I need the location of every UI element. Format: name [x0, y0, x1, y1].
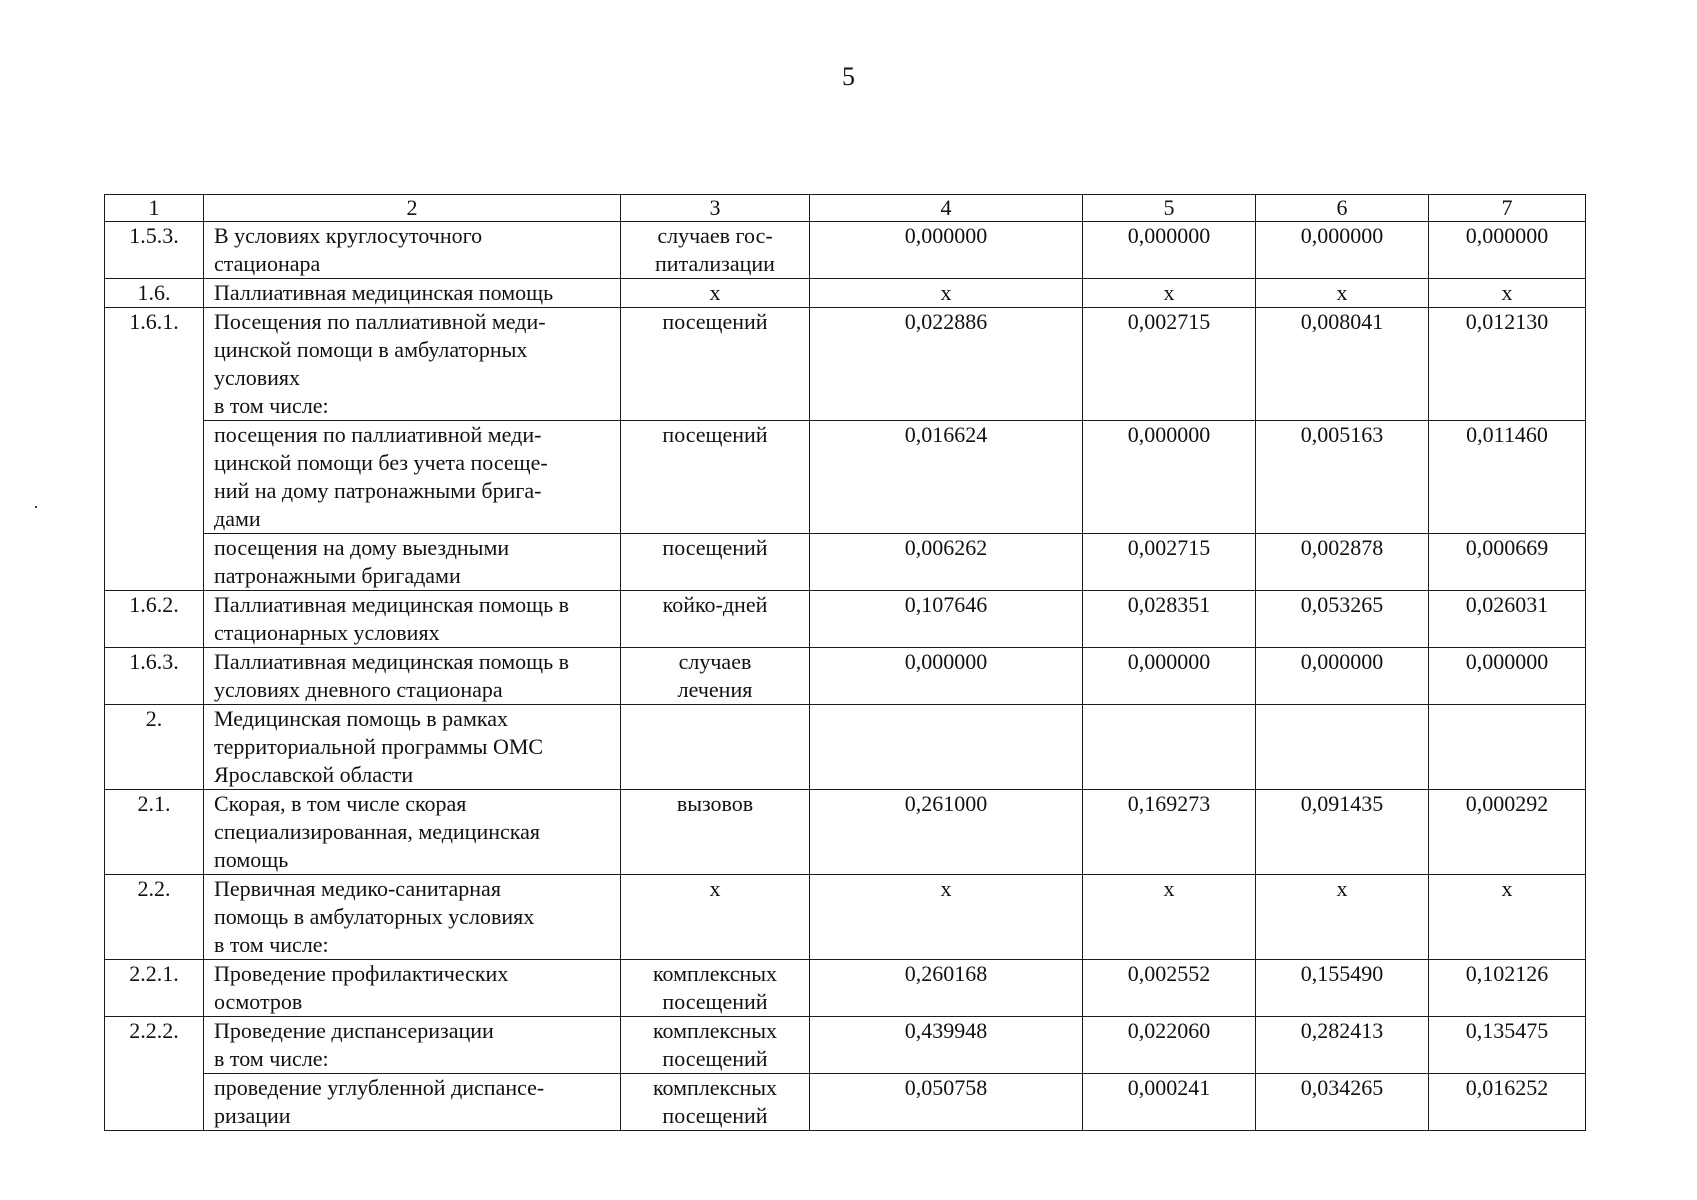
table-row — [105, 591, 1586, 648]
row-number-cell: 2.2.1. — [105, 960, 204, 1017]
indicator-name-line: ний на дому патронажными брига- — [214, 478, 542, 503]
unit-line: посещений — [662, 1103, 768, 1128]
row-number-cell: 1.6.3. — [105, 648, 204, 705]
unit-cell — [621, 790, 810, 875]
indicator-name-line: патронажными бригадами — [214, 563, 461, 588]
value-cell-col-6 — [1256, 705, 1429, 790]
value-cell-col-4: 0,000000 — [810, 648, 1083, 705]
unit-line: х — [709, 876, 721, 901]
indicator-name-line: цинской помощи без учета посеще- — [214, 450, 548, 475]
unit-line: комплексных — [652, 1018, 778, 1043]
unit-line: вызовов — [676, 791, 754, 816]
indicator-name-cell — [204, 421, 621, 534]
row-number-cell: 1.6.2. — [105, 591, 204, 648]
indicator-name-cell — [204, 308, 621, 421]
row-number-cell: 2.1. — [105, 790, 204, 875]
indicator-name-line: Скорая, в том числе скорая — [214, 791, 467, 816]
value-cell-col-7: 0,026031 — [1429, 591, 1586, 648]
table-body — [105, 195, 1586, 1131]
column-number-5: 5 — [1083, 195, 1256, 222]
indicator-name-cell — [204, 960, 621, 1017]
table-row — [105, 875, 1586, 960]
unit-cell — [621, 421, 810, 534]
indicator-name-cell — [204, 222, 621, 279]
value-cell-col-7: 0,016252 — [1429, 1074, 1586, 1131]
table-row — [105, 790, 1586, 875]
unit-line: посещений — [662, 989, 768, 1014]
indicator-name-line: Первичная медико-санитарная — [214, 876, 501, 901]
value-cell-col-4: х — [810, 279, 1083, 308]
value-cell-col-6: 0,282413 — [1256, 1017, 1429, 1074]
value-cell-col-5: 0,000000 — [1083, 648, 1256, 705]
indicator-name-line: Проведение диспансеризации — [214, 1018, 494, 1043]
value-cell-col-7: 0,012130 — [1429, 308, 1586, 421]
value-cell-col-6: 0,005163 — [1256, 421, 1429, 534]
row-number-cell: 2. — [105, 705, 204, 790]
value-cell-col-6: 0,008041 — [1256, 308, 1429, 421]
value-cell-col-7: 0,000000 — [1429, 648, 1586, 705]
unit-cell — [621, 222, 810, 279]
value-cell-col-5: 0,002715 — [1083, 308, 1256, 421]
table-row — [105, 705, 1586, 790]
table-row — [105, 222, 1586, 279]
value-cell-col-7: 0,102126 — [1429, 960, 1586, 1017]
value-cell-col-5: х — [1083, 279, 1256, 308]
value-cell-col-6: 0,002878 — [1256, 534, 1429, 591]
indicator-name-line: в том числе: — [214, 393, 329, 418]
indicator-table — [104, 194, 1586, 1131]
indicator-name-line: Ярославской области — [214, 762, 414, 787]
indicator-name-cell — [204, 648, 621, 705]
value-cell-col-7: 0,000000 — [1429, 222, 1586, 279]
indicator-name-line: специализированная, медицинская — [214, 819, 541, 844]
unit-line: случаев гос- — [657, 223, 773, 248]
indicator-name-cell — [204, 1074, 621, 1131]
value-cell-col-4: 0,016624 — [810, 421, 1083, 534]
indicator-name-line: осмотров — [214, 989, 303, 1014]
unit-cell — [621, 1074, 810, 1131]
value-cell-col-7: 0,011460 — [1429, 421, 1586, 534]
unit-line: посещений — [662, 535, 768, 560]
unit-line: посещений — [662, 1046, 768, 1071]
indicator-name-cell — [204, 705, 621, 790]
value-cell-col-6: х — [1256, 875, 1429, 960]
table-row — [105, 1017, 1586, 1074]
value-cell-col-7: 0,135475 — [1429, 1017, 1586, 1074]
value-cell-col-4: х — [810, 875, 1083, 960]
value-cell-col-4: 0,022886 — [810, 308, 1083, 421]
indicator-name-cell — [204, 875, 621, 960]
value-cell-col-7: х — [1429, 279, 1586, 308]
value-cell-col-6: 0,000000 — [1256, 648, 1429, 705]
page-number: 5 — [842, 62, 855, 91]
indicator-name-line: ризации — [214, 1103, 291, 1128]
unit-cell — [621, 279, 810, 308]
value-cell-col-6: 0,091435 — [1256, 790, 1429, 875]
unit-cell — [621, 308, 810, 421]
value-cell-col-4: 0,439948 — [810, 1017, 1083, 1074]
table-row — [105, 648, 1586, 705]
table-row — [105, 534, 1586, 591]
row-number-cell: 1.5.3. — [105, 222, 204, 279]
indicator-name-cell — [204, 790, 621, 875]
unit-line: х — [709, 280, 721, 305]
indicator-name-line: дами — [214, 506, 261, 531]
value-cell-col-4: 0,261000 — [810, 790, 1083, 875]
indicator-name-line: Паллиативная медицинская помощь — [214, 280, 554, 305]
value-cell-col-4: 0,050758 — [810, 1074, 1083, 1131]
value-cell-col-5: 0,028351 — [1083, 591, 1256, 648]
indicator-name-line: Паллиативная медицинская помощь в — [214, 592, 570, 617]
row-number-cell: 2.2. — [105, 875, 204, 960]
value-cell-col-5: 0,022060 — [1083, 1017, 1256, 1074]
value-cell-col-6: 0,053265 — [1256, 591, 1429, 648]
value-cell-col-5: 0,000241 — [1083, 1074, 1256, 1131]
column-number-7: 7 — [1429, 195, 1586, 222]
indicator-name-line: условиях — [214, 365, 301, 390]
value-cell-col-5: 0,000000 — [1083, 222, 1256, 279]
value-cell-col-7: 0,000669 — [1429, 534, 1586, 591]
indicator-name-line: Медицинская помощь в рамках — [214, 706, 508, 731]
column-number-row — [105, 195, 1586, 222]
indicator-name-line: условиях дневного стационара — [214, 677, 503, 702]
unit-line: питализации — [655, 251, 775, 276]
indicator-name-line: посещения на дому выездными — [214, 535, 510, 560]
table-row — [105, 421, 1586, 534]
unit-line: комплексных — [652, 1075, 778, 1100]
unit-line: посещений — [662, 422, 768, 447]
value-cell-col-5: 0,002715 — [1083, 534, 1256, 591]
indicator-name-line: посещения по паллиативной меди- — [214, 422, 542, 447]
indicator-name-line: помощь — [214, 847, 289, 872]
value-cell-col-5: 0,000000 — [1083, 421, 1256, 534]
indicator-name-line: стационара — [214, 251, 321, 276]
indicator-name-line: территориальной программы ОМС — [214, 734, 544, 759]
table-row — [105, 960, 1586, 1017]
indicator-name-line: в том числе: — [214, 932, 329, 957]
column-number-3: 3 — [621, 195, 810, 222]
row-number-cell: 2.2.2. — [105, 1017, 204, 1131]
value-cell-col-4 — [810, 705, 1083, 790]
indicator-name-line: стационарных условиях — [214, 620, 440, 645]
table-row — [105, 279, 1586, 308]
row-number-cell: 1.6.1. — [105, 308, 204, 591]
column-number-6: 6 — [1256, 195, 1429, 222]
indicator-name-line: Проведение профилактических — [214, 961, 509, 986]
column-number-4: 4 — [810, 195, 1083, 222]
unit-cell — [621, 960, 810, 1017]
unit-cell — [621, 875, 810, 960]
value-cell-col-4: 0,006262 — [810, 534, 1083, 591]
unit-line: случаев — [678, 649, 752, 674]
value-cell-col-5: 0,002552 — [1083, 960, 1256, 1017]
scan-artifact-dot — [35, 506, 37, 508]
indicator-name-cell — [204, 279, 621, 308]
indicator-name-line: Посещения по паллиативной меди- — [214, 309, 546, 334]
indicator-name-cell — [204, 1017, 621, 1074]
indicator-name-cell — [204, 534, 621, 591]
value-cell-col-7 — [1429, 705, 1586, 790]
value-cell-col-5: 0,169273 — [1083, 790, 1256, 875]
indicator-name-cell — [204, 591, 621, 648]
table-row — [105, 1074, 1586, 1131]
indicator-name-line: Паллиативная медицинская помощь в — [214, 649, 570, 674]
unit-line: лечения — [677, 677, 753, 702]
value-cell-col-7: 0,000292 — [1429, 790, 1586, 875]
unit-cell — [621, 591, 810, 648]
indicator-name-line: цинской помощи в амбулаторных — [214, 337, 528, 362]
table-row — [105, 308, 1586, 421]
value-cell-col-4: 0,000000 — [810, 222, 1083, 279]
value-cell-col-6: х — [1256, 279, 1429, 308]
unit-cell — [621, 1017, 810, 1074]
value-cell-col-5: х — [1083, 875, 1256, 960]
indicator-name-line: В условиях круглосуточного — [214, 223, 483, 248]
unit-line: посещений — [662, 309, 768, 334]
indicator-name-line: в том числе: — [214, 1046, 329, 1071]
column-number-1: 1 — [105, 195, 204, 222]
unit-cell — [621, 705, 810, 790]
value-cell-col-4: 0,107646 — [810, 591, 1083, 648]
unit-line: койко-дней — [662, 592, 768, 617]
unit-line: комплексных — [652, 961, 778, 986]
value-cell-col-5 — [1083, 705, 1256, 790]
value-cell-col-7: х — [1429, 875, 1586, 960]
unit-cell — [621, 648, 810, 705]
unit-cell — [621, 534, 810, 591]
value-cell-col-4: 0,260168 — [810, 960, 1083, 1017]
value-cell-col-6: 0,034265 — [1256, 1074, 1429, 1131]
value-cell-col-6: 0,000000 — [1256, 222, 1429, 279]
indicator-name-line: проведение углубленной диспансе- — [214, 1075, 545, 1100]
column-number-2: 2 — [204, 195, 621, 222]
row-number-cell: 1.6. — [105, 279, 204, 308]
indicator-name-line: помощь в амбулаторных условиях — [214, 904, 535, 929]
value-cell-col-6: 0,155490 — [1256, 960, 1429, 1017]
